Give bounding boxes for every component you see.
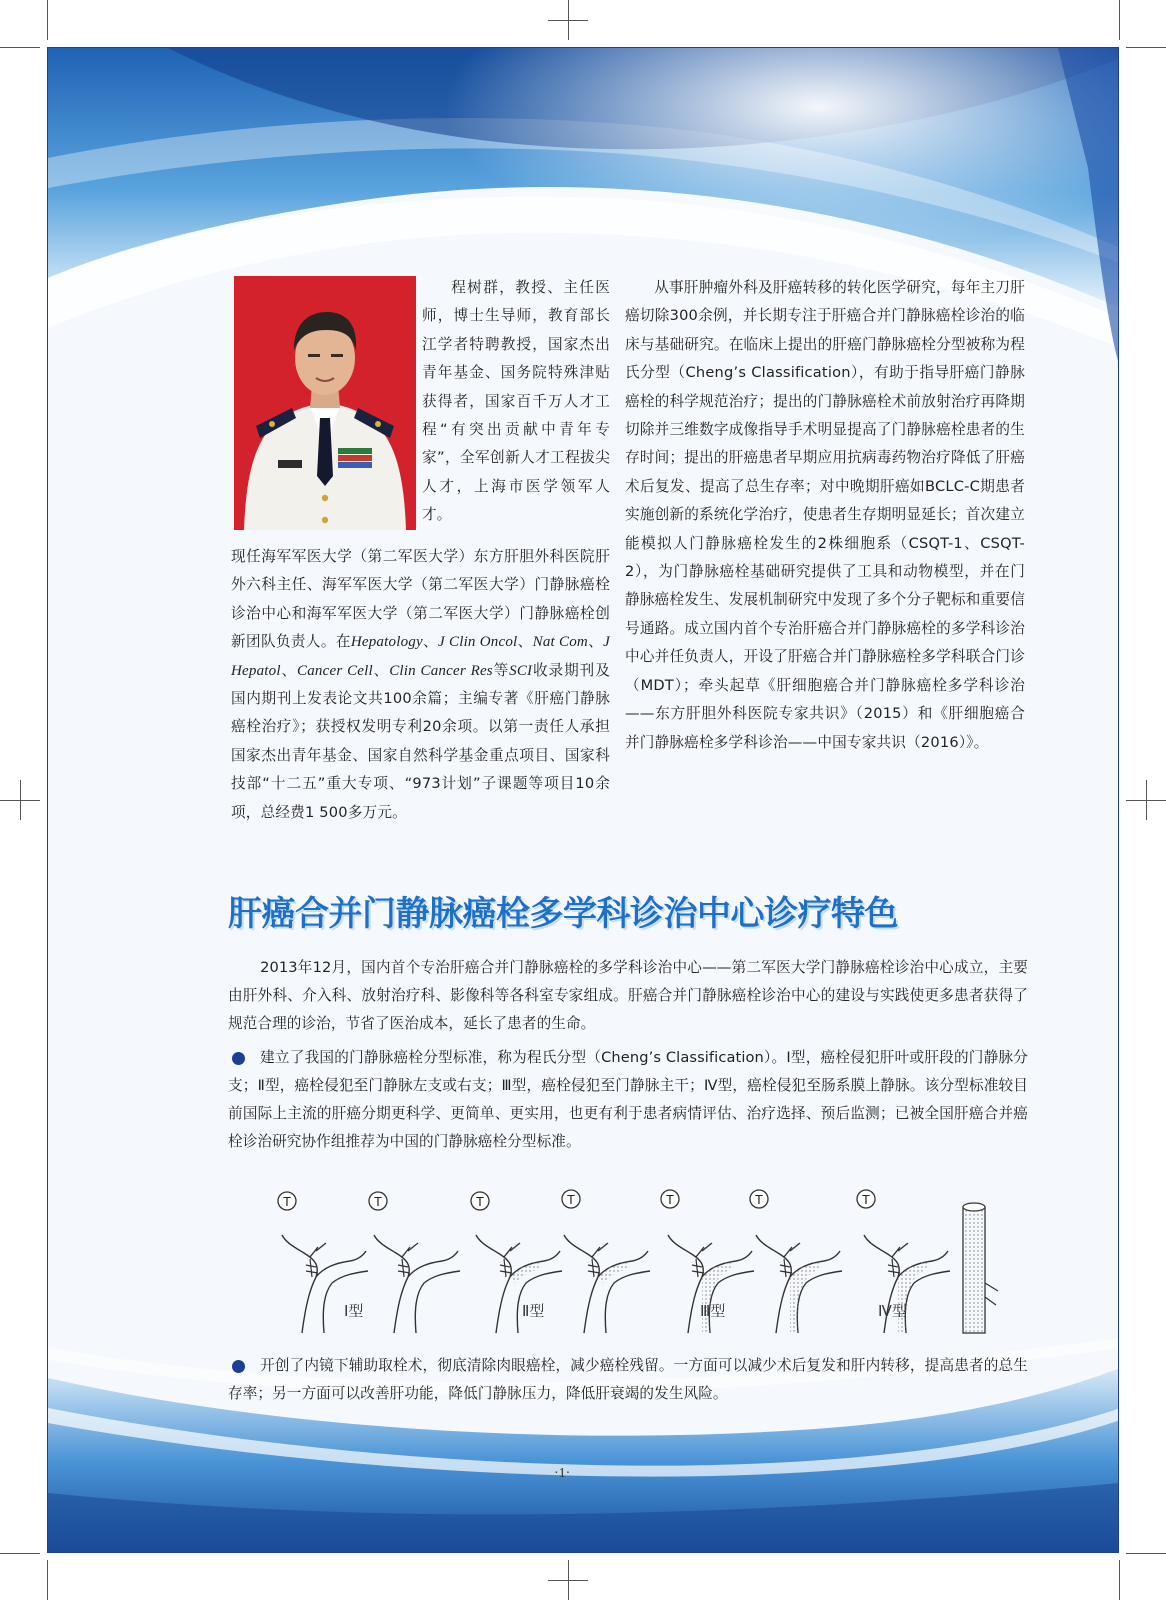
tumor-marker: T: [862, 1192, 870, 1207]
crop-mark: [47, 1560, 48, 1600]
tumor-marker: T: [374, 1194, 382, 1209]
intro-paragraph: 2013年12月，国内首个专治肝癌合并门静脉癌栓的多学科诊治中心——第二军医大学门静脉癌栓诊治中心成立，主要由肝外科、介入科、放射治疗科、影像科等各科室专家组成。肝癌合并门静脉癌栓诊治中心的建设与实践使更多患者获得了规范合理的诊治，节省了医治成本，延长了患者的生命。: [228, 959, 1028, 1032]
tumor-marker: T: [476, 1194, 484, 1209]
type-1-diagram: [278, 1192, 460, 1333]
journal-name: J Clin Oncol: [438, 634, 518, 651]
bullet-classification: 建立了我国的门静脉癌栓分型标准，称为程氏分型（Cheng’s Classification）。Ⅰ型，癌栓侵犯肝叶或肝段的门静脉分支；Ⅱ型，癌栓侵犯至门静脉左支或右支；Ⅲ型，癌栓侵犯至门静脉主干；Ⅳ型，癌栓侵犯至肠系膜上静脉。该分型标准较目前国际上主流的肝癌分期更科学、更简单、更实用，也更有利于患者病情评估、治疗选择、预后监测；已被全国肝癌合并癌栓诊治研究协作组推荐为中国的门静脉癌栓分型标准。: [228, 1049, 1028, 1150]
tumor-marker: T: [666, 1192, 674, 1207]
crop-mark: [47, 0, 48, 40]
journal-name: Hepatology: [350, 634, 423, 651]
tumor-marker: T: [567, 1192, 575, 1207]
type-2-label: Ⅱ型: [522, 1304, 545, 1320]
journal-name: SCI: [509, 662, 533, 679]
type-4-label: Ⅳ型: [878, 1304, 907, 1320]
crop-mark: [548, 1580, 588, 1581]
crop-mark: [1126, 47, 1166, 48]
type-2-diagram: [471, 1190, 650, 1333]
tumor-marker: T: [283, 1194, 291, 1209]
type-3-diagram: [661, 1190, 842, 1333]
portrait-photo: [234, 276, 416, 530]
crop-mark: [1119, 1560, 1120, 1600]
type-1-label: Ⅰ型: [344, 1304, 364, 1320]
profile-bottom-text: [231, 543, 610, 827]
crop-mark: [0, 47, 40, 48]
journal-name: J Hepatol: [231, 634, 610, 679]
crop-mark: [0, 1553, 40, 1554]
page-frame: [47, 47, 1119, 1553]
profile-side-text: [414, 274, 610, 530]
crop-mark: [548, 20, 588, 21]
research-paragraph: 从事肝肿瘤外科及肝癌转移的转化医学研究，每年主刀肝癌切除300余例，并长期专注于肝癌合并门静脉癌栓诊治的临床与基础研究。在临床上提出的肝癌门静脉癌栓分型被称为程氏分型（Cheng’s Classification），有助于指导肝癌门静脉癌栓的科学规范治疗；提出的门静脉癌栓术前放射治疗再降期切除并三维数字成像指导手术明显提高了门静脉癌栓患者的生存时间；提出的肝癌患者早期应用抗病毒药物治疗降低了肝癌术后复发、提高了总生存率；对中晚期肝癌如BCLC-C期患者实施创新的系统化学治疗，使患者生存期明显延长；首次建立能模拟人门静脉癌栓发生的2株细胞系（CSQT-1、CSQT-2），为门静脉癌栓基础研究提供了工具和动物模型，并在门静脉癌栓发生、发展机制研究中发现了多个分子靶标和重要信号通路。成立国内首个专治肝癌合并门静脉癌栓的多学科诊治中心并任负责人，开设了肝癌合并门静脉癌栓多学科联合门诊（MDT）；牵头起草《肝细胞癌合并门静脉癌栓多学科诊治——东方肝胆外科医院专家共识》（2015）和《肝细胞癌合并门静脉癌栓多学科诊治——中国专家共识（2016）》。: [625, 279, 1025, 751]
profile-research-text: [625, 274, 1025, 757]
journal-name: Clin Cancer Res: [389, 662, 493, 679]
tumor-marker: T: [755, 1192, 763, 1207]
crop-mark: [20, 780, 21, 820]
journal-name: Cancer Cell: [297, 662, 373, 679]
section-heading: 肝癌合并门静脉癌栓多学科诊治中心诊疗特色: [228, 894, 898, 934]
profile-intro: 程树群，教授、主任医师，博士生导师，教育部长江学者特聘教授，国家杰出青年基金、国务院特殊津贴获得者，国家百千万人才工程“有突出贡献中青年专家”，全军创新人才工程拔尖人才，上海市医学领军人才。: [422, 279, 610, 524]
crop-mark: [1126, 1553, 1166, 1554]
page-number: ·1·: [554, 1466, 571, 1481]
journal-name: Nat Com: [532, 634, 588, 651]
profile-career-paragraph: 现任海军军医大学（第二军医大学）东方肝胆外科医院肝外六科主任、海军军医大学（第二军医大学）门静脉癌栓诊治中心和海军军医大学（第二军医大学）门静脉癌栓创新团队负责人。在Hepatology、J Clin Oncol、Nat Com、J Hepatol、Cancer Cell、Clin Cancer Res等SCI收录期刊及国内期刊上发表论文共100余篇；主编专著《肝癌门静脉癌栓治疗》；获授权发明专利20余项。以第一责任人承担国家杰出青年基金、国家自然科学基金重点项目、国家科技部“十二五”重大专项、“973计划”子课题等项目10余项，总经费1 500多万元。: [231, 548, 610, 821]
crop-mark: [1119, 0, 1120, 40]
crop-mark: [1146, 780, 1147, 820]
type-3-label: Ⅲ型: [700, 1304, 726, 1320]
bullet-endoscopic: 开创了内镜下辅助取栓术，彻底清除肉眼癌栓，减少癌栓残留。一方面可以减少术后复发和肝内转移，提高患者的总生存率；另一方面可以改善肝功能，降低门静脉压力，降低肝衰竭的发生风险。: [228, 1357, 1028, 1402]
